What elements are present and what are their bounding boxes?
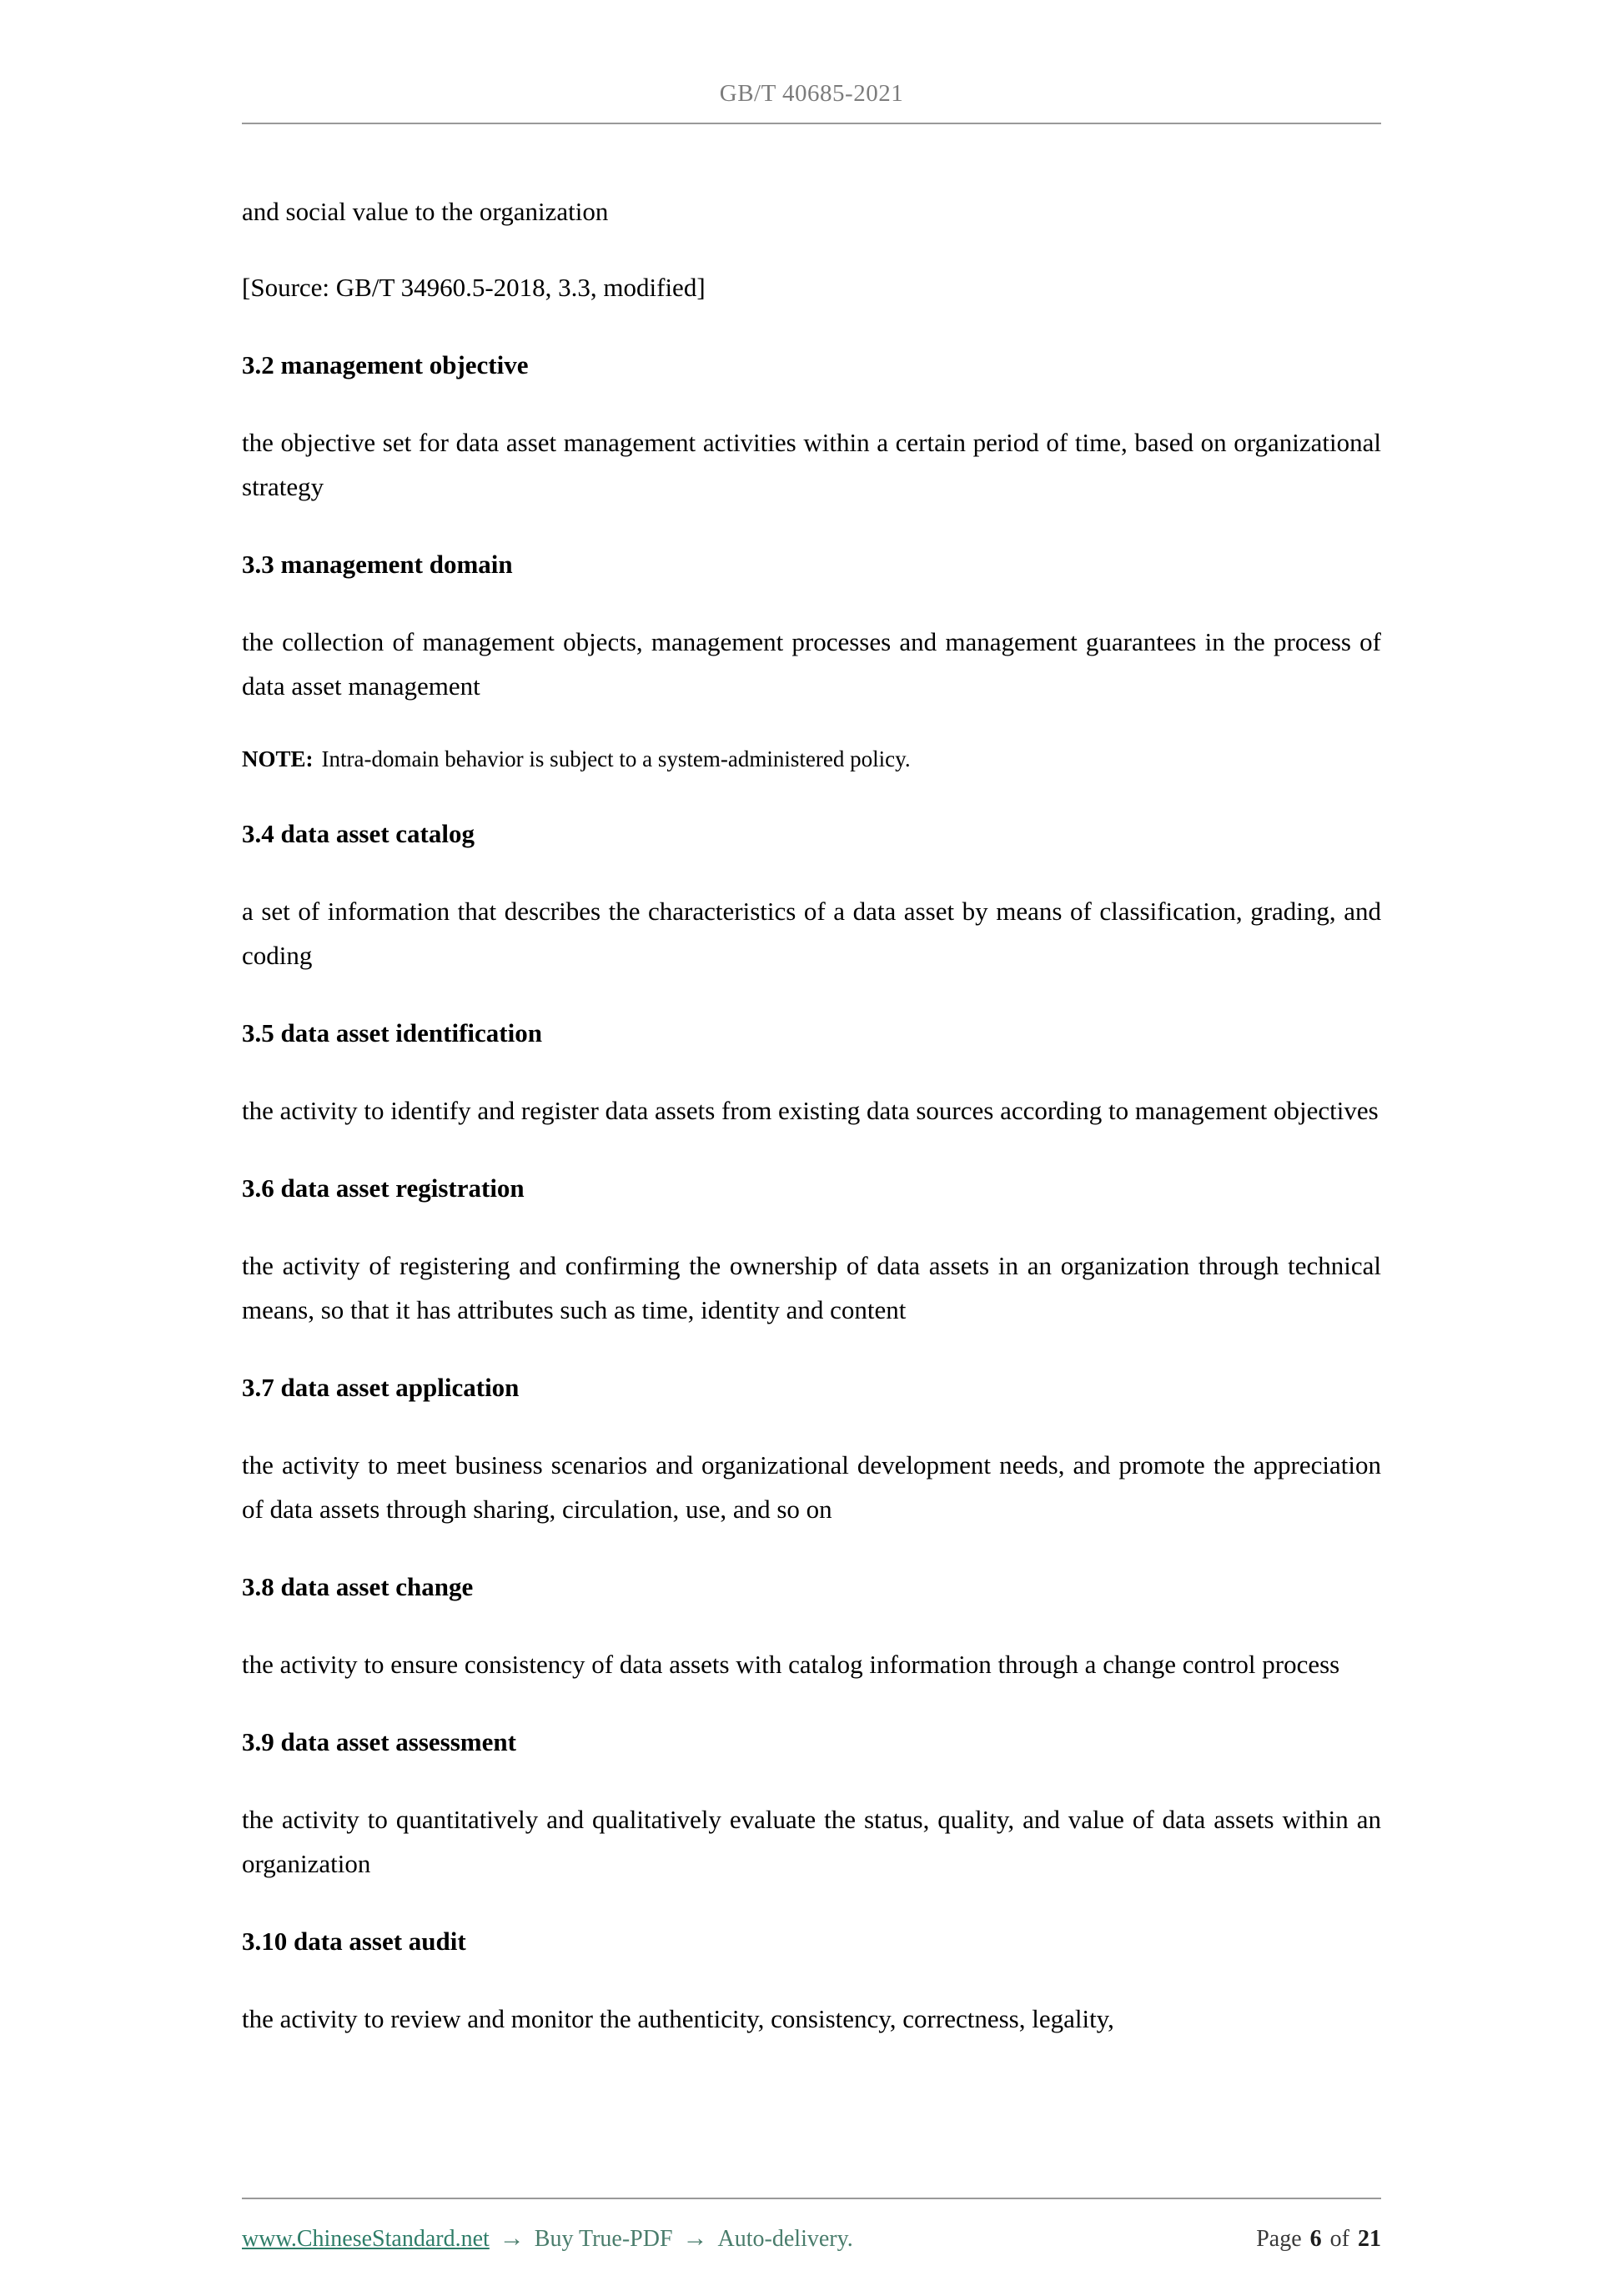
section-heading-3-9: 3.9 data asset assessment — [242, 1727, 516, 1756]
definition-3-7: the activity to meet business scenarios and organizational development needs, and promote the appreciation of data assets through sharing, circulation, use, and so on — [242, 1450, 1381, 1524]
section-heading-3-10: 3.10 data asset audit — [242, 1927, 466, 1956]
of-label: of — [1329, 2226, 1349, 2252]
page-header — [242, 0, 1381, 124]
section-heading-3-3: 3.3 management domain — [242, 550, 513, 579]
standard-number: GB/T 40685-2021 — [719, 80, 904, 107]
footer-divider — [242, 2198, 1381, 2199]
chinesestandard-link[interactable]: www.ChineseStandard.net — [242, 2226, 490, 2252]
page-total: 21 — [1358, 2226, 1381, 2252]
section-heading-3-4: 3.4 data asset catalog — [242, 819, 475, 848]
section-heading-3-5: 3.5 data asset identification — [242, 1018, 542, 1048]
definition-3-4: a set of information that describes the characteristics of a data asset by means of classification, grading, and coding — [242, 897, 1381, 970]
definition-3-5: the activity to identify and register data assets from existing data sources according to management objectives — [242, 1096, 1379, 1125]
page-indicator — [1256, 2226, 1381, 2253]
definition-3-9: the activity to quantitatively and qualitatively evaluate the status, quality, and value of data assets within an organization — [242, 1805, 1381, 1878]
page-footer — [242, 2198, 1381, 2253]
definition-3-8: the activity to ensure consistency of data assets with catalog information through a change control process — [242, 1650, 1340, 1679]
page-number: 6 — [1309, 2226, 1322, 2252]
definition-3-2: the objective set for data asset management activities within a certain period of time, based on organizational strategy — [242, 428, 1381, 501]
section-heading-3-2: 3.2 management objective — [242, 350, 529, 379]
note-paragraph — [242, 740, 1381, 778]
footer-buy-text: Buy True-PDF — [534, 2226, 673, 2252]
footer-delivery-text: Auto-delivery. — [717, 2226, 853, 2252]
page-label: Page — [1256, 2226, 1302, 2252]
section-heading-3-8: 3.8 data asset change — [242, 1572, 474, 1601]
section-heading-3-6: 3.6 data asset registration — [242, 1173, 525, 1203]
footer-promo — [242, 2224, 853, 2253]
document-body — [242, 124, 1381, 2041]
note-text: Intra-domain behavior is subject to a system-administered policy. — [321, 746, 911, 771]
definition-3-3: the collection of management objects, management processes and management guarantees in the process of data asset management — [242, 627, 1381, 701]
note-label: NOTE: — [242, 746, 314, 771]
arrow-right-icon: → — [682, 2224, 708, 2252]
definition-3-10: the activity to review and monitor the authenticity, consistency, correctness, legality, — [242, 2004, 1114, 2033]
footer-row — [242, 2224, 1381, 2253]
paragraph-continuation: and social value to the organization — [242, 197, 609, 226]
section-heading-3-7: 3.7 data asset application — [242, 1373, 520, 1402]
source-reference: [Source: GB/T 34960.5-2018, 3.3, modified] — [242, 273, 706, 302]
definition-3-6: the activity of registering and confirming the ownership of data assets in an organization through technical means, so that it has attributes such as time, identity and content — [242, 1251, 1381, 1324]
arrow-right-icon: → — [499, 2224, 525, 2252]
